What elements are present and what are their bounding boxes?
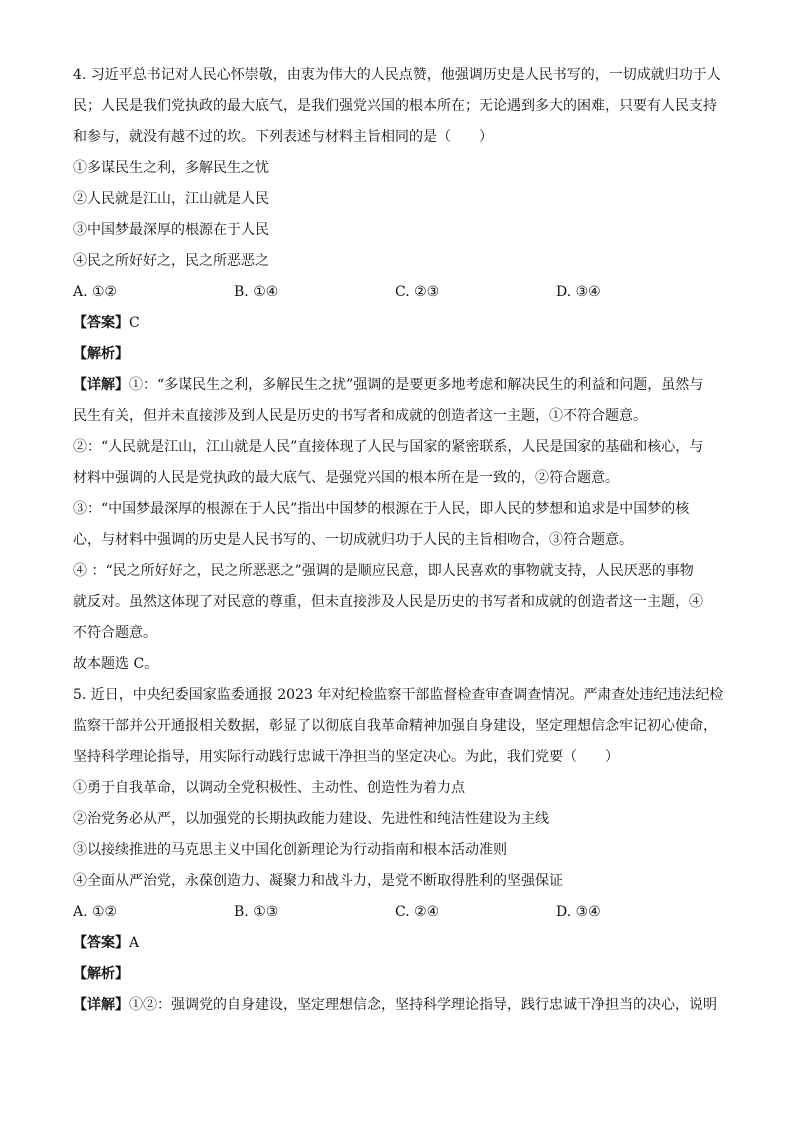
analysis-tag: 【解析】 xyxy=(73,966,129,982)
detail-line: ③：“中国梦最深厚的根源在于人民”指出中国梦的根源在于人民，即人民的梦想和追求是中国梦的核 xyxy=(73,501,690,517)
answer-tag: 【答案】 xyxy=(73,935,129,951)
answer-value: A xyxy=(129,935,140,951)
detail-line: 民生有关，但并未直接涉及到人民是历史的书写者和成就的创造者这一主题，①不符合题意。 xyxy=(73,408,647,424)
detail-line xyxy=(73,990,723,1021)
answer-value: C xyxy=(129,315,140,331)
detail-tag: 【详解】 xyxy=(73,997,129,1013)
answer-tag: 【答案】 xyxy=(73,315,129,331)
option-c: C. ②④ xyxy=(395,904,440,920)
detail-line: ②：“人民就是江山，江山就是人民”直接体现了人民与国家的紧密联系，人民是国家的基础和核心，与 xyxy=(73,439,704,455)
conclusion-line: 故本题选 C。 xyxy=(73,656,159,672)
statement-item: ④全面从严治党，永葆创造力、凝聚力和战斗力，是党不断取得胜利的坚强保证 xyxy=(73,873,563,889)
option-d: D. ③④ xyxy=(556,284,601,300)
question-stem-line: 监察干部并公开通报相关数据，彰显了以彻底自我革命精神加强自身建设，坚定理想信念牢记初心使命， xyxy=(73,718,717,734)
analysis-tag: 【解析】 xyxy=(73,346,129,362)
detail-line: ④ ：“民之所好好之，民之所恶恶之”强调的是顺应民意，即人民喜欢的事物就支持，人民厌恶的事物 xyxy=(73,563,694,579)
detail-tag: 【详解】 xyxy=(73,377,129,393)
question-stem-line: 坚持科学理论指导，用实际行动践行忠诚干净担当的坚定决心。为此，我们党要（ ） xyxy=(73,749,619,765)
statement-item: ②人民就是江山，江山就是人民 xyxy=(73,191,269,207)
answer-line xyxy=(73,928,723,959)
question-stem-line: 5. 近日，中央纪委国家监委通报 2023 年对纪检监察干部监督检查审查调查情况。严肃查处违纪违法纪检 xyxy=(73,687,724,703)
statement-item: ①多谋民生之利，多解民生之忧 xyxy=(73,160,269,176)
statement-item: ④民之所好好之，民之所恶恶之 xyxy=(73,253,269,269)
option-c: C. ②③ xyxy=(395,284,440,300)
detail-line: 材料中强调的人民是党执政的最大底气、是强党兴国的根本所在是一致的，②符合题意。 xyxy=(73,470,619,486)
analysis-line xyxy=(73,339,723,370)
statement-item: ③中国梦最深厚的根源在于人民 xyxy=(73,222,269,238)
detail-line: 心，与材料中强调的历史是人民书写的、一切成就归功于人民的主旨相吻合，③符合题意。 xyxy=(73,532,633,548)
statement-item: ③以接续推进的马克思主义中国化创新理论为行动指南和根本活动准则 xyxy=(73,842,507,858)
detail-text: ①②：强调党的自身建设，坚定理想信念，坚持科学理论指导，践行忠诚干净担当的决心，说明 xyxy=(129,997,717,1013)
detail-line xyxy=(73,370,723,401)
answer-options xyxy=(73,277,723,308)
statement-item: ②治党务必从严，以加强党的长期执政能力建设、先进性和纯洁性建设为主线 xyxy=(73,811,549,827)
option-b: B. ①④ xyxy=(234,284,279,300)
answer-options xyxy=(73,897,723,928)
option-d: D. ③④ xyxy=(556,904,601,920)
detail-line: 就反对。虽然这体现了对民意的尊重，但未直接涉及人民是历史的书写者和成就的创造者这一主题，④ xyxy=(73,594,703,610)
question-5 xyxy=(73,680,723,1021)
option-a: A. ①② xyxy=(73,284,118,300)
exam-page xyxy=(73,60,723,1021)
statement-item: ①勇于自我革命，以调动全党积极性、主动性、创造性为着力点 xyxy=(73,780,465,796)
question-stem-line: 和参与，就没有越不过的坎。下列表述与材料主旨相同的是（ ） xyxy=(73,129,493,145)
question-4 xyxy=(73,60,723,680)
detail-text: ①：“多谋民生之利，多解民生之扰”强调的是要更多地考虑和解决民生的利益和问题，虽然与 xyxy=(129,377,704,393)
question-stem-line: 民；人民是我们党执政的最大底气，是我们强党兴国的根本所在；无论遇到多大的困难，只要有人民支持 xyxy=(73,98,717,114)
option-b: B. ①③ xyxy=(234,904,279,920)
analysis-line xyxy=(73,959,723,990)
question-stem-line: 4. 习近平总书记对人民心怀崇敬，由衷为伟大的人民点赞，他强调历史是人民书写的，一切成就归功于人 xyxy=(73,67,721,83)
answer-line xyxy=(73,308,723,339)
option-a: A. ①② xyxy=(73,904,118,920)
detail-line: 不符合题意。 xyxy=(73,625,157,641)
